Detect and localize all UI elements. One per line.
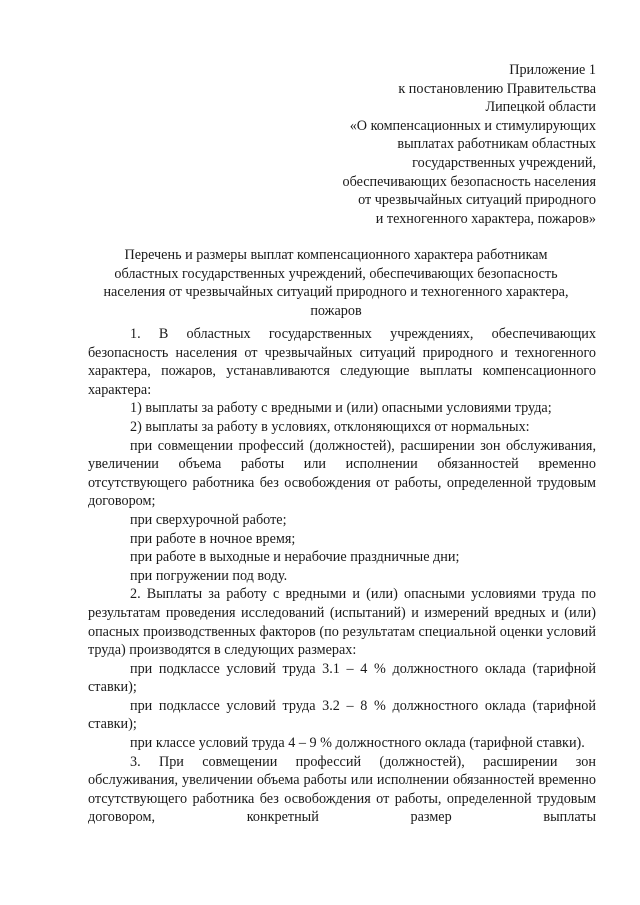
title-line: Перечень и размеры выплат компенсационного характера работникам — [124, 247, 548, 263]
title-line: пожаров — [310, 302, 362, 319]
sub-item-overtime: при сверхурочной работе; — [130, 511, 287, 528]
title-line: областных государственных учреждений, обеспечивающих безопасность — [114, 265, 558, 282]
appendix-line: к постановлению Правительства — [398, 80, 596, 97]
sub-item-night: при работе в ночное время; — [130, 530, 296, 547]
list-item-1: 1) выплаты за работу с вредными и (или) опасными условиями труда; — [130, 400, 552, 417]
appendix-line: Липецкой области — [485, 99, 596, 116]
rate-3-2: при подклассе условий труда 3.2 – 8 % должностного оклада (тарифной ставки); — [88, 697, 596, 733]
appendix-line: «О компенсационных и стимулирующих — [349, 117, 596, 134]
sub-item-diving: при погружении под воду. — [130, 567, 288, 584]
document-body — [88, 325, 596, 827]
sub-item-holidays: при работе в выходные и нерабочие праздничные дни; — [130, 549, 460, 566]
paragraph-1: 1. В областных государственных учреждениях, обеспечивающих безопасность населения от чрезвычайных ситуаций природного и техногенного характера, пожаров, устанавливаются следующие выплаты компенсационного характера: — [88, 326, 596, 398]
document-title — [88, 246, 584, 320]
list-item-2: 2) выплаты за работу в условиях, отклоняющихся от нормальных: — [130, 418, 530, 435]
sub-item-combining: при совмещении профессий (должностей), расширении зон обслуживания, увеличении объема работы или исполнении обязанностей временно отсутствующего работника без освобождения от работы, определенной трудовым договором; — [88, 437, 596, 510]
appendix-line: выплатах работникам областных — [397, 136, 596, 153]
appendix-line: Приложение 1 — [509, 62, 596, 78]
appendix-line: обеспечивающих безопасность населения — [342, 173, 596, 190]
title-line: населения от чрезвычайных ситуаций природного и техногенного характера, — [103, 284, 569, 301]
paragraph-2: 2. Выплаты за работу с вредными и (или) опасными условиями труда по результатам проведения исследований (испытаний) и измерений вредных и (или) опасных производственных факторов (по результатам специальной оценки условий труда) производятся в следующих размерах: — [88, 586, 596, 659]
appendix-line: и техногенного характера, пожаров» — [375, 210, 596, 227]
paragraph-3: 3. При совмещении профессий (должностей), расширении зон обслуживания, увеличении объема работы или исполнении обязанностей временно отсутствующего работника без освобождения от работы, определенной трудовым договором, конкретный размер выплаты — [88, 753, 596, 826]
appendix-header — [276, 61, 596, 228]
appendix-line: государственных учреждений, — [412, 154, 596, 171]
rate-3-1: при подклассе условий труда 3.1 – 4 % должностного оклада (тарифной ставки); — [88, 660, 596, 696]
appendix-line: от чрезвычайных ситуаций природного — [358, 192, 596, 209]
rate-4: при классе условий труда 4 – 9 % должностного оклада (тарифной ставки). — [130, 735, 585, 752]
